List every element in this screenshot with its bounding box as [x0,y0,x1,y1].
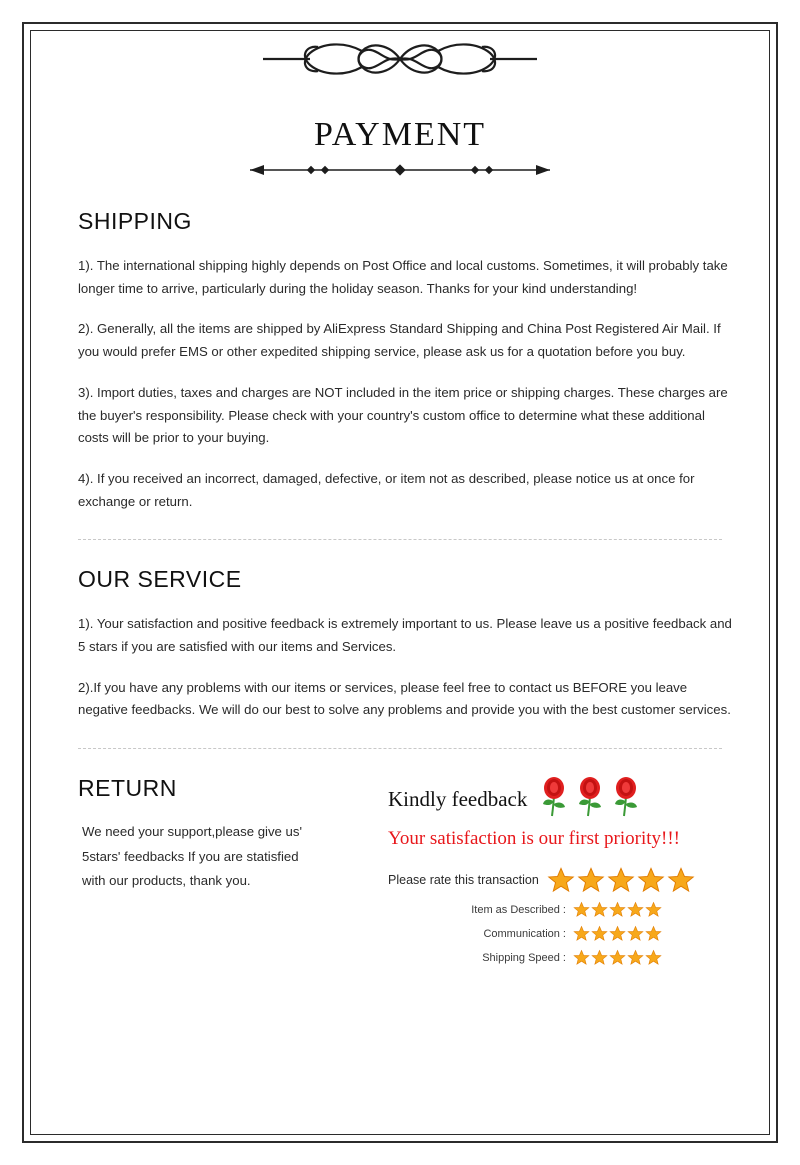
title-divider-icon [250,162,550,178]
service-paragraph: 2).If you have any problems with our items or services, please feel free to contact us BEFORE you leave negative feedbacks. We will do our best to solve any problems and provide you with the best customer services. [78,679,731,718]
star-icon[interactable] [607,866,635,894]
star-icon[interactable] [627,925,644,942]
metric-label: Communication : [483,927,566,940]
metric-label: Item as Described : [471,903,566,916]
star-icon[interactable] [645,925,662,942]
rate-transaction-row [388,866,740,894]
star-icon[interactable] [667,866,695,894]
return-line: We need your support,please give us' [82,824,303,840]
section-divider [78,539,722,540]
metric-label: Shipping Speed : [482,951,566,964]
star-icon[interactable] [573,925,590,942]
shipping-paragraph: 4). If you received an incorrect, damaged, defective, or item not as described, please notice us at once for exchange or return. [78,470,695,509]
star-icon[interactable] [609,901,626,918]
flourish-ornament-icon [250,36,550,82]
star-icon[interactable] [645,901,662,918]
rate-transaction-label: Please rate this transaction [388,873,539,888]
star-icon[interactable] [591,949,608,966]
section-divider [78,748,722,749]
return-line: with our products, thank you. [82,872,251,888]
metric-stars[interactable] [573,925,662,942]
rating-stars[interactable] [547,866,695,894]
metric-stars[interactable] [573,901,662,918]
satisfaction-line: Your satisfaction is our first priority!!! [388,828,681,850]
star-icon[interactable] [609,925,626,942]
shipping-paragraph: 1). The international shipping highly depends on Post Office and local customs. Sometimes, it will probably take longer time to arrive, particularly during the holiday season. Thanks for your kind understanding! [78,258,728,296]
return-column [78,775,378,893]
rose-icon-group [539,777,641,822]
shipping-paragraph: 3). Import duties, taxes and charges are NOT included in the item price or shipping charges. These charges are the buyer's responsibility. Please check with your country's custom office to determine what these additional costs will be prior to your buying. [78,384,728,446]
rose-icon [575,777,605,822]
bottom-section [60,775,740,966]
shipping-paragraph: 2). Generally, all the items are shipped by AliExpress Standard Shipping and China Post Registered Air Mail. If you would prefer EMS or other expedited shipping service, please ask us for a quotation before you buy. [78,321,721,360]
section-heading-our-service: OUR SERVICE [78,566,242,593]
metric-row [388,925,740,942]
page-title: PAYMENT [313,116,487,153]
rose-icon [611,777,641,822]
star-icon[interactable] [547,866,575,894]
service-paragraph: 1). Your satisfaction and positive feedback is extremely important to us. Please leave us a positive feedback and 5 stars if you are satisfied with our items and Services. [78,616,732,655]
star-icon[interactable] [637,866,665,894]
metric-row [388,949,740,966]
kindly-feedback-row [388,777,740,822]
star-icon[interactable] [645,949,662,966]
kindly-feedback-title: Kindly feedback [388,787,528,812]
section-heading-return: RETURN [78,775,177,802]
star-icon[interactable] [573,949,590,966]
document-content [60,86,740,1119]
metric-row [388,901,740,918]
section-heading-shipping: SHIPPING [78,208,192,234]
star-icon[interactable] [609,949,626,966]
star-icon[interactable] [591,901,608,918]
return-line: 5stars' feedbacks If you are statisfied [82,848,299,864]
star-icon[interactable] [573,901,590,918]
star-icon[interactable] [627,901,644,918]
metric-stars[interactable] [573,949,662,966]
star-icon[interactable] [627,949,644,966]
feedback-column [378,775,740,966]
rose-icon [539,777,569,822]
star-icon[interactable] [577,866,605,894]
star-icon[interactable] [591,925,608,942]
